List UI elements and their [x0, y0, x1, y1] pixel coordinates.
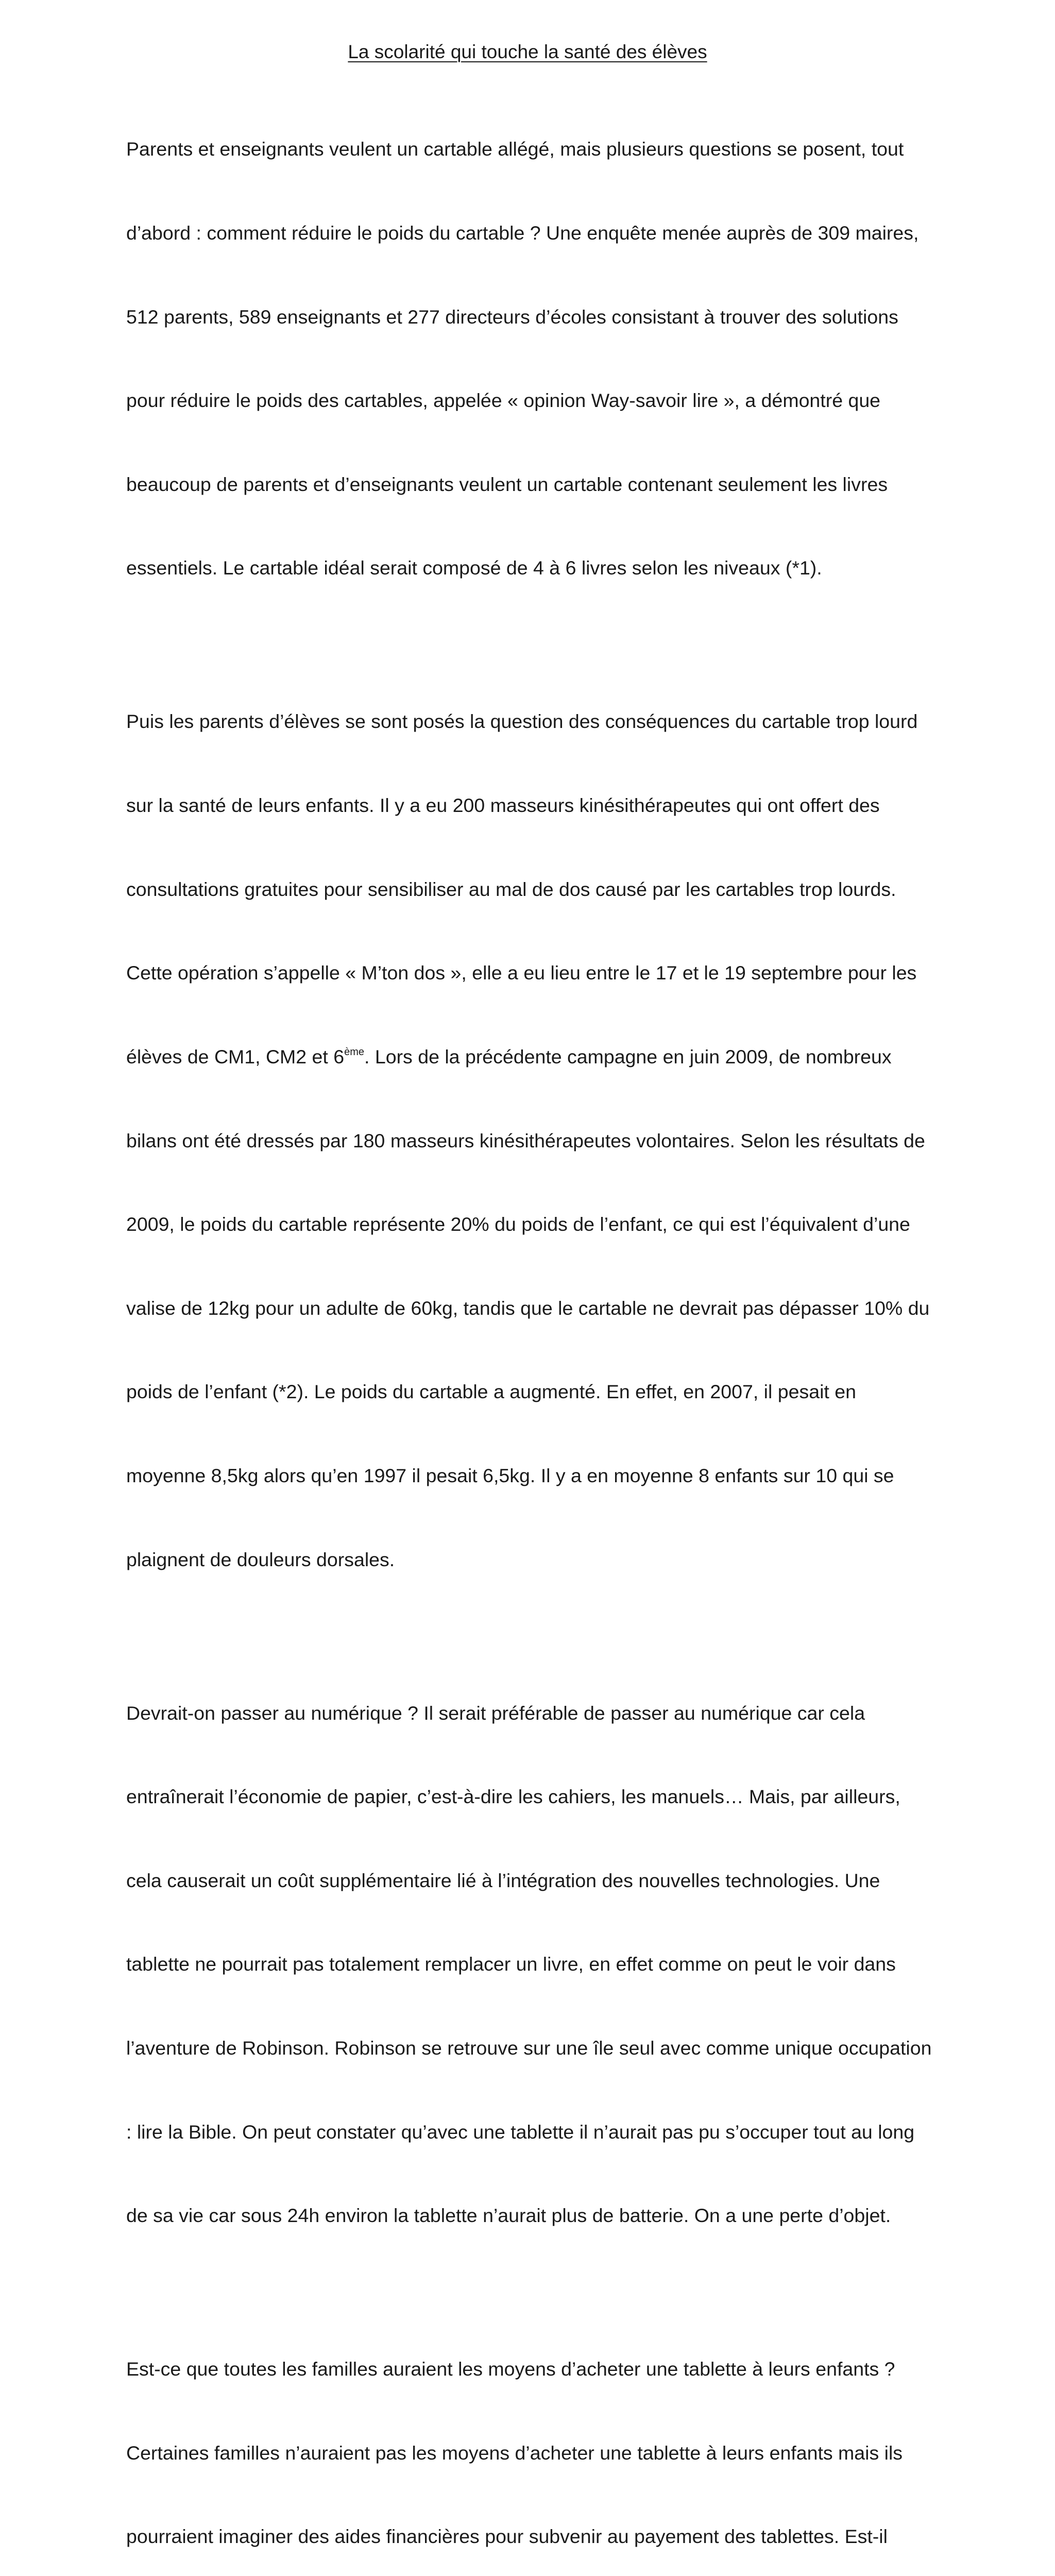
line-prefix: élèves de CM1, CM2 et 6 [126, 1045, 345, 1067]
text-line: 2009, le poids du cartable représente 20% du poids de l’enfant, ce qui est l’équivalent d’une [126, 1213, 910, 1235]
text-line: valise de 12kg pour un adulte de 60kg, tandis que le cartable ne devrait pas dépasser 10% du [126, 1297, 930, 1319]
text-line: plaignent de douleurs dorsales. [126, 1548, 395, 1570]
text-line: beaucoup de parents et d’enseignants veulent un cartable contenant seulement les livres [126, 473, 888, 495]
text-line: sur la santé de leurs enfants. Il y a eu 200 masseurs kinésithérapeutes qui ont offert des [126, 794, 880, 817]
paragraph-2 [126, 652, 945, 1629]
text-line: Devrait-on passer au numérique ? Il serait préférable de passer au numérique car cela [126, 1702, 865, 1724]
text-line: bilans ont été dressés par 180 masseurs kinésithérapeutes volontaires. Selon les résultats de [126, 1129, 925, 1151]
text-line: pourraient imaginer des aides financières pour subvenir au payement des tablettes. Est-il [126, 2526, 888, 2548]
text-line: l’aventure de Robinson. Robinson se retrouve sur une île seul avec comme unique occupation [126, 2037, 932, 2059]
text-line: moyenne 8,5kg alors qu’en 1997 il pesait 6,5kg. Il y a en moyenne 8 enfants sur 10 qui se [126, 1464, 894, 1486]
text-line-with-superscript [126, 1043, 945, 1071]
text-line: : lire la Bible. On peut constater qu’avec une tablette il n’aurait pas pu s’occuper tout au long [126, 2121, 915, 2143]
document-body [126, 79, 945, 2576]
text-line: de sa vie car sous 24h environ la tablette n’aurait plus de batterie. On a une perte d’objet. [126, 2205, 891, 2227]
text-line: 512 parents, 589 enseignants et 277 directeurs d’écoles consistant à trouver des solutions [126, 306, 898, 328]
paragraph-4 [126, 2299, 945, 2576]
text-line: d’abord : comment réduire le poids du cartable ? Une enquête menée auprès de 309 maires, [126, 222, 919, 244]
text-line: consultations gratuites pour sensibiliser au mal de dos causé par les cartables trop lourds. [126, 878, 896, 900]
text-line: Parents et enseignants veulent un cartable allégé, mais plusieurs questions se posent, tout [126, 138, 904, 160]
line-suffix: . Lors de la précédente campagne en juin 2009, de nombreux [364, 1045, 892, 1067]
paragraph-1 [126, 79, 945, 638]
text-line: poids de l’enfant (*2). Le poids du cartable a augmenté. En effet, en 2007, il pesait en [126, 1381, 856, 1403]
text-line: tablette ne pourrait pas totalement remplacer un livre, en effet comme on peut le voir dans [126, 1953, 896, 1975]
text-line: entraînerait l’économie de papier, c’est-à-dire les cahiers, les manuels… Mais, par ailleurs, [126, 1786, 900, 1808]
text-line: cela causerait un coût supplémentaire lié à l’intégration des nouvelles technologies. Une [126, 1869, 880, 1891]
superscript: ème [344, 1046, 365, 1058]
text-line: Certaines familles n’auraient pas les moyens d’acheter une tablette à leurs enfants mais ils [126, 2442, 903, 2464]
text-line: essentiels. Le cartable idéal serait composé de 4 à 6 livres selon les niveaux (*1). [126, 557, 822, 579]
text-line: Cette opération s’appelle « M’ton dos », elle a eu lieu entre le 17 et le 19 septembre pour les [126, 962, 917, 984]
text-line: Est-ce que toutes les familles auraient les moyens d’acheter une tablette à leurs enfants ? [126, 2358, 895, 2380]
text-line: pour réduire le poids des cartables, appelée « opinion Way-savoir lire », a démontré que [126, 389, 881, 412]
paragraph-3 [126, 1643, 945, 2285]
text-line: Puis les parents d’élèves se sont posés la question des conséquences du cartable trop lourd [126, 710, 918, 733]
document-title: La scolarité qui touche la santé des élèves [348, 41, 707, 62]
